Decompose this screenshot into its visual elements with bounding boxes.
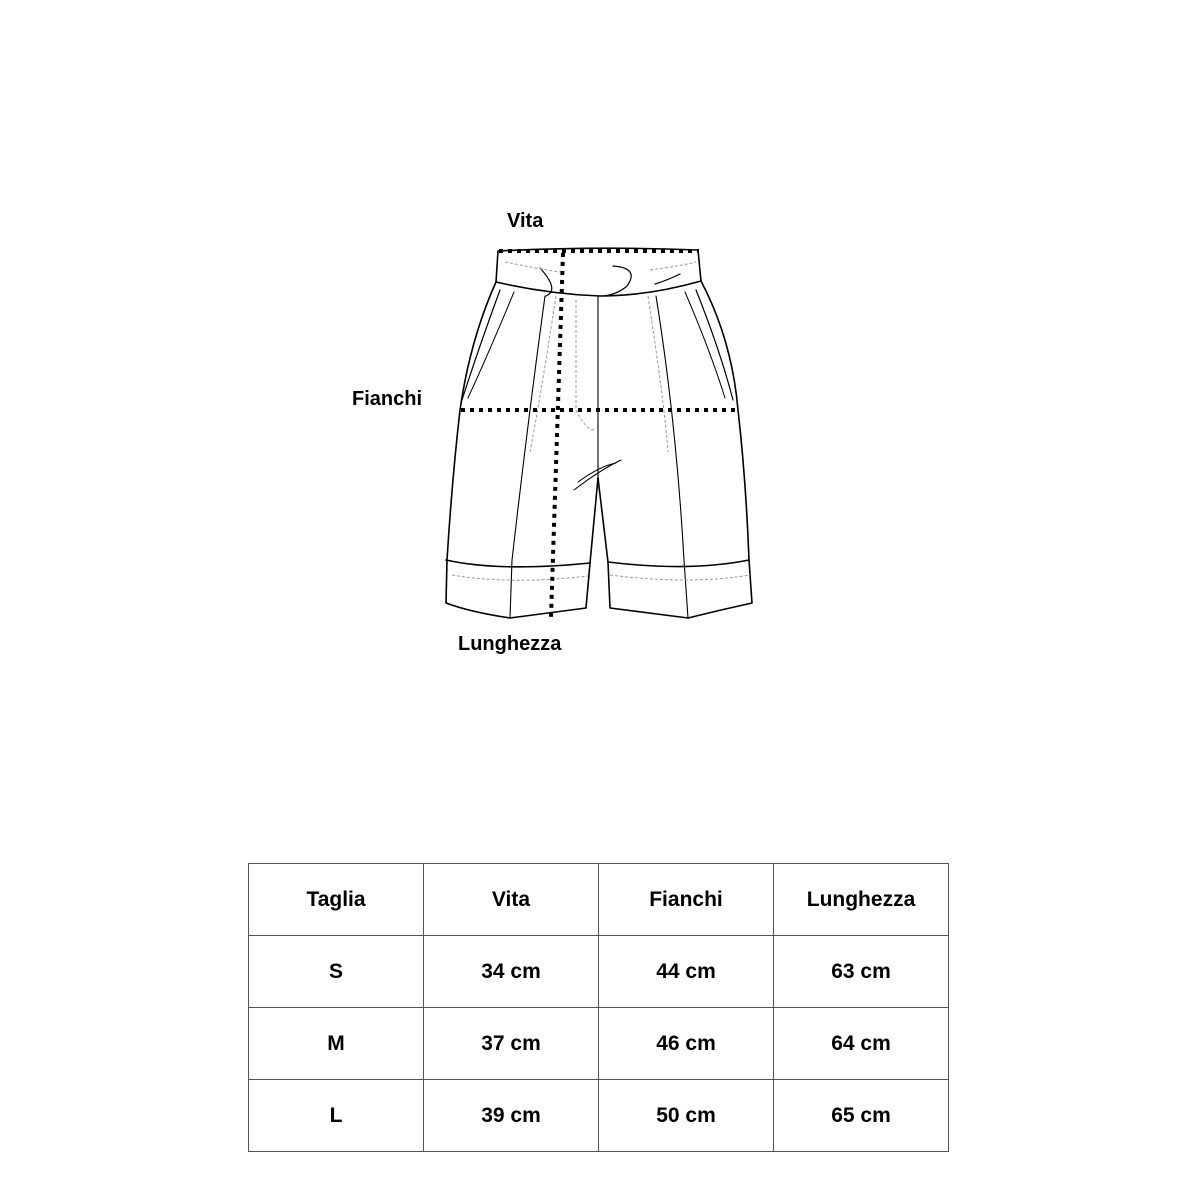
table-row xyxy=(249,1080,949,1152)
header-hips: Fianchi xyxy=(599,864,774,936)
cell-hips: 50 cm xyxy=(599,1080,774,1152)
cell-length: 65 cm xyxy=(774,1080,949,1152)
header-waist: Vita xyxy=(424,864,599,936)
table-row xyxy=(249,936,949,1008)
cell-waist: 37 cm xyxy=(424,1008,599,1080)
cell-waist: 34 cm xyxy=(424,936,599,1008)
table-header-row xyxy=(249,864,949,936)
hips-measure-label: Fianchi xyxy=(352,388,423,410)
left-cuff xyxy=(446,560,590,567)
cell-size: L xyxy=(249,1080,424,1152)
header-size: Taglia xyxy=(249,864,424,936)
cell-length: 63 cm xyxy=(774,936,949,1008)
length-measure-label: Lunghezza xyxy=(458,633,562,655)
cell-waist: 39 cm xyxy=(424,1080,599,1152)
measurement-lines xyxy=(461,251,738,617)
cell-size: M xyxy=(249,1008,424,1080)
cell-hips: 46 cm xyxy=(599,1008,774,1080)
table-row xyxy=(249,1008,949,1080)
waistband xyxy=(496,248,701,296)
cell-hips: 44 cm xyxy=(599,936,774,1008)
size-chart-table xyxy=(248,863,949,1152)
right-leg-outline xyxy=(598,281,752,618)
cell-size: S xyxy=(249,936,424,1008)
header-length: Lunghezza xyxy=(774,864,949,936)
right-cuff xyxy=(608,560,749,567)
waist-measure-label: Vita xyxy=(507,210,544,232)
length-measure-line xyxy=(551,253,563,617)
cell-length: 64 cm xyxy=(774,1008,949,1080)
